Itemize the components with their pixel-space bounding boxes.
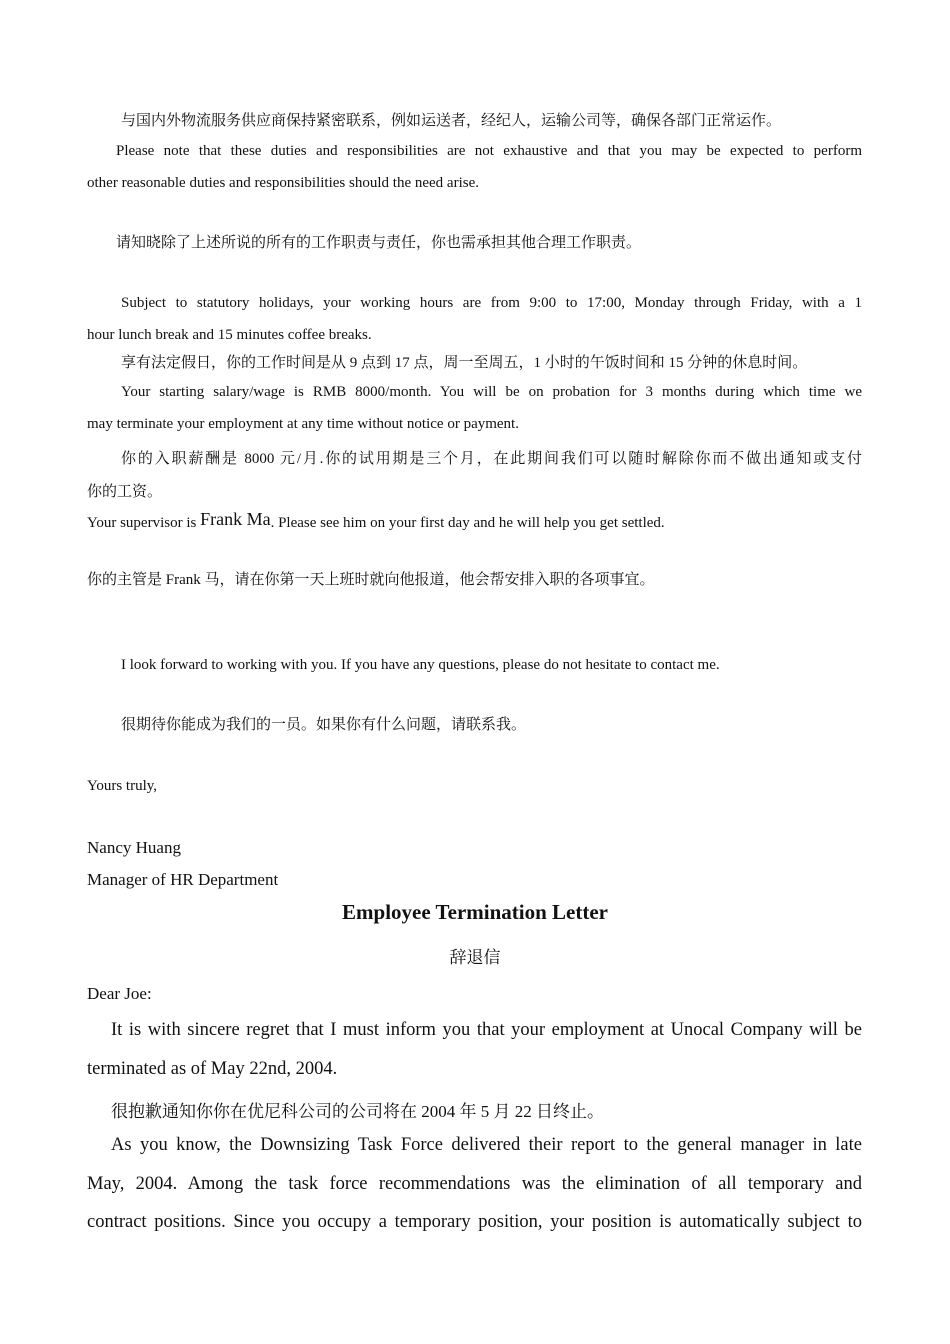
termination-p1-line-1: It is with sincere regret that I must inform you that your employment at Unocal Company will be bbox=[111, 1020, 862, 1040]
supervisor-name: Frank Ma bbox=[200, 509, 271, 529]
note-zh: 请知晓除了上述所说的所有的工作职责与责任，你也需承担其他合理工作职责。 bbox=[116, 235, 642, 251]
termination-p1-line-2: terminated as of May 22nd, 2004. bbox=[87, 1059, 338, 1079]
supervisor-prefix: Your supervisor is bbox=[87, 515, 201, 531]
note-en-line-1: Please note that these duties and responsibilities are not exhaustive and that you may be expected to perform bbox=[116, 143, 862, 159]
hours-en-line-2: hour lunch break and 15 minutes coffee breaks. bbox=[87, 327, 372, 343]
duty-zh: 与国内外物流服务供应商保持紧密联系，例如运送者，经纪人，运输公司等，确保各部门正常运作。 bbox=[121, 113, 782, 129]
termination-title-zh: 辞退信 bbox=[449, 948, 501, 967]
salary-en-line-2: may terminate your employment at any time without notice or payment. bbox=[87, 416, 519, 432]
termination-p2-line-2: May, 2004. Among the task force recommendations was the elimination of all temporary and bbox=[87, 1174, 862, 1194]
termination-p2-line-3: contract positions. Since you occupy a temporary position, your position is automatically subject to bbox=[87, 1212, 862, 1232]
closing-en: I look forward to working with you. If you have any questions, please do not hesitate to contact me. bbox=[121, 657, 720, 673]
salary-en-line-1: Your starting salary/wage is RMB 8000/month. You will be on probation for 3 months during which time we bbox=[121, 384, 862, 400]
supervisor-suffix: . Please see him on your first day and he will help you get settled. bbox=[270, 515, 665, 531]
closing-zh: 很期待你能成为我们的一员。如果你有什么问题，请联系我。 bbox=[121, 717, 527, 733]
termination-title: Employee Termination Letter bbox=[342, 900, 608, 924]
termination-p2-line-1: As you know, the Downsizing Task Force delivered their report to the general manager in late bbox=[111, 1135, 862, 1155]
supervisor-zh: 你的主管是 Frank 马，请在你第一天上班时就向他报道，他会帮安排入职的各项事宜。 bbox=[87, 572, 655, 588]
salary-zh-line-1: 你的入职薪酬是 8000 元/月.你的试用期是三个月，在此期间我们可以随时解除你而不做出通知或支付 bbox=[121, 451, 862, 467]
supervisor-en bbox=[87, 511, 665, 532]
hours-zh: 享有法定假日，你的工作时间是从 9 点到 17 点，周一至周五，1 小时的午饭时间和 15 分钟的休息时间。 bbox=[121, 355, 808, 371]
hours-en-line-1: Subject to statutory holidays, your working hours are from 9:00 to 17:00, Monday through Friday, with a 1 bbox=[121, 295, 862, 311]
signer-name: Nancy Huang bbox=[87, 838, 181, 857]
signer-title: Manager of HR Department bbox=[87, 870, 279, 889]
note-en-line-2: other reasonable duties and responsibilities should the need arise. bbox=[87, 175, 479, 191]
greeting: Dear Joe: bbox=[87, 984, 152, 1003]
termination-p1-zh: 很抱歉通知你你在优尼科公司的公司将在 2004 年 5 月 22 日终止。 bbox=[111, 1102, 604, 1121]
salary-zh-line-2: 你的工资。 bbox=[87, 484, 163, 500]
signoff: Yours truly, bbox=[87, 778, 158, 794]
